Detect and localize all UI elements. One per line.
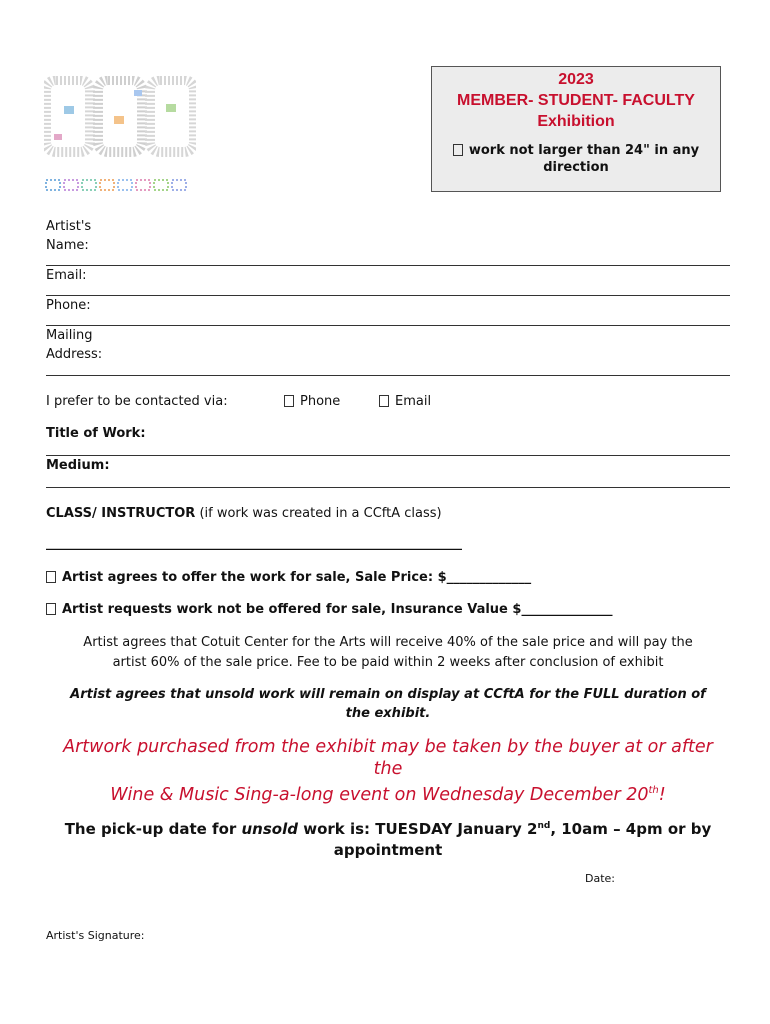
medium-label: Medium: — [46, 458, 110, 473]
pickup-line1 — [46, 816, 730, 840]
notice-line3-end: ! — [658, 784, 666, 805]
contact-phone-text: Phone — [300, 394, 341, 409]
pickup-italic: unsold — [241, 820, 298, 838]
not-for-sale-option[interactable] — [46, 602, 612, 617]
display-line2: the exhibit. — [345, 706, 431, 721]
mailing-label-line2: Address: — [46, 347, 103, 362]
mailing-address-label — [46, 326, 102, 364]
artist-signature-label: Artist's Signature: — [46, 929, 145, 942]
pickup-post: , 10am – 4pm or by — [550, 820, 712, 838]
notice-line3 — [46, 780, 730, 806]
header-title: MEMBER- STUDENT- FACULTY — [457, 92, 695, 109]
pickup-line2: appointment — [333, 841, 443, 859]
email-label: Email: — [46, 268, 87, 283]
artist-name-field[interactable] — [46, 265, 730, 266]
pickup-mid: work is: TUESDAY January 2 — [297, 820, 538, 838]
commission-terms — [46, 633, 730, 673]
exhibition-header-box — [431, 66, 721, 192]
contact-email-option[interactable] — [379, 392, 431, 411]
medium-field[interactable] — [46, 487, 730, 488]
title-of-work-label: Title of Work: — [46, 426, 146, 441]
contact-pref-label: I prefer to be contacted via: — [46, 394, 228, 409]
email-checkbox[interactable] — [379, 395, 389, 407]
class-instructor-row — [46, 504, 442, 523]
class-instructor-field[interactable]: ________________________________________________________________ — [46, 536, 462, 551]
pickup-notice — [46, 736, 730, 806]
commission-line2: artist 60% of the sale price. Fee to be paid within 2 weeks after conclusion of exhibit — [112, 655, 664, 670]
contact-phone-option[interactable] — [284, 392, 340, 411]
contact-email-text: Email — [395, 394, 432, 409]
mailing-label-line1: Mailing — [46, 328, 93, 343]
header-subtitle: Exhibition — [537, 113, 615, 130]
sale-checkbox[interactable] — [46, 571, 56, 583]
checkbox-icon — [453, 144, 463, 156]
not-for-sale-checkbox[interactable] — [46, 603, 56, 615]
ccfta-logo — [44, 76, 196, 194]
sale-option[interactable] — [46, 570, 531, 585]
notice-line2: the — [373, 759, 403, 779]
display-terms — [46, 685, 730, 723]
artist-name-label-line2: Name: — [46, 238, 89, 253]
sale-option-text: Artist agrees to offer the work for sale, Sale Price: $_____________ — [62, 570, 532, 585]
phone-field[interactable] — [46, 325, 730, 326]
header-year: 2023 — [558, 71, 594, 88]
class-instructor-note: (if work was created in a CCftA class) — [199, 506, 442, 521]
notice-line3-text: Wine & Music Sing-a-long event on Wednesday December 20 — [110, 784, 649, 805]
mailing-address-field[interactable] — [46, 375, 730, 376]
commission-line1: Artist agrees that Cotuit Center for the Arts will receive 40% of the sale price and will pay the — [83, 635, 693, 650]
artist-name-label — [46, 217, 91, 255]
display-line1: Artist agrees that unsold work will remain on display at CCftA for the FULL duration of — [70, 687, 706, 702]
title-of-work-field[interactable] — [46, 455, 730, 456]
email-field[interactable] — [46, 295, 730, 296]
pickup-pre: The pick-up date for — [64, 820, 242, 838]
date-label: Date: — [585, 872, 615, 885]
pickup-date — [46, 816, 730, 861]
notice-line3-sup: th — [648, 785, 659, 796]
notice-line1: Artwork purchased from the exhibit may be taken by the buyer at or after — [63, 737, 713, 757]
size-note-text: work not larger than 24" in any direction — [468, 143, 700, 175]
artist-name-label-line1: Artist's — [46, 219, 92, 234]
phone-checkbox[interactable] — [284, 395, 294, 407]
size-note — [432, 142, 720, 176]
not-for-sale-option-text: Artist requests work not be offered for sale, Insurance Value $______________ — [62, 602, 613, 617]
class-instructor-label: CLASS/ INSTRUCTOR — [46, 506, 196, 521]
phone-label: Phone: — [46, 298, 91, 313]
pickup-sup: nd — [537, 821, 551, 831]
